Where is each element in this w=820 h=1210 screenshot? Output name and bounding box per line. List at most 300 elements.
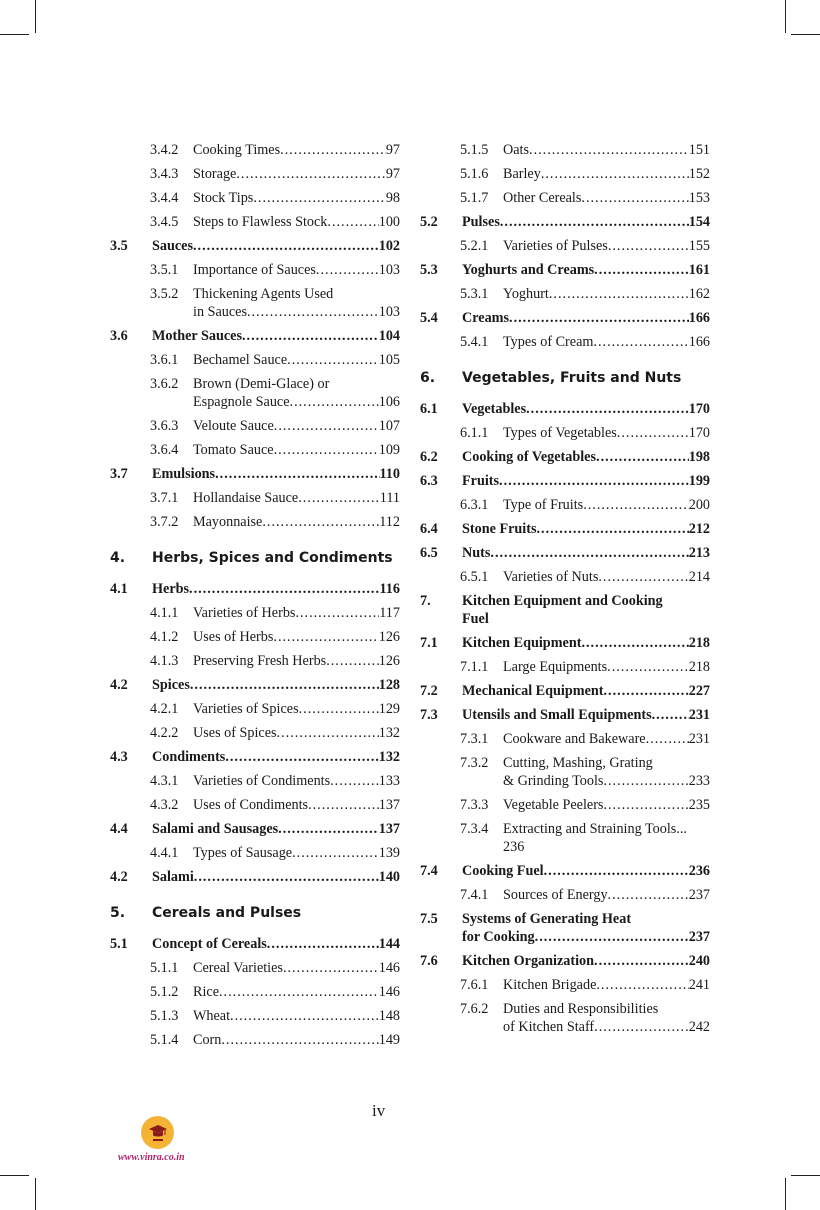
toc-entry-body	[503, 727, 710, 751]
toc-entry-number: 3.7.1	[150, 490, 179, 506]
toc-entry-body	[152, 865, 400, 889]
toc-entry-sub[interactable]	[110, 438, 400, 462]
toc-entry-body	[503, 754, 710, 790]
toc-entry-number: 7.	[420, 593, 431, 609]
toc-entry-page: 112	[379, 514, 400, 530]
toc-entry-body	[152, 462, 400, 486]
toc-entry-page: 199	[688, 473, 710, 489]
toc-entry-title: Varieties of Pulses	[503, 238, 608, 254]
dot-leader	[549, 282, 689, 306]
logo-graduation-cap-icon	[141, 1116, 174, 1149]
toc-entry-sub[interactable]	[110, 348, 400, 372]
toc-entry-sub[interactable]	[110, 649, 400, 673]
toc-entry-sub[interactable]	[420, 727, 710, 751]
toc-entry-line	[193, 438, 400, 462]
toc-entry-line	[503, 1018, 710, 1036]
toc-entry-number: 6.5.1	[460, 569, 489, 585]
dot-leader	[490, 541, 688, 565]
toc-entry-body	[193, 210, 400, 234]
toc-entry-number: 3.6.3	[150, 418, 179, 434]
toc-entry-sub[interactable]	[420, 282, 710, 306]
toc-entry-number: 4.1	[110, 581, 128, 597]
toc-entry-sub[interactable]	[110, 210, 400, 234]
toc-entry-number: 7.3	[420, 707, 438, 723]
toc-entry-section[interactable]	[420, 541, 710, 565]
toc-entry-title: Concept of Cereals	[152, 936, 267, 952]
toc-entry-line	[503, 1000, 710, 1018]
toc-entry-line	[193, 625, 400, 649]
toc-entry-body	[193, 980, 400, 1004]
toc-entry-line	[152, 549, 400, 567]
toc-entry-line	[503, 793, 710, 817]
toc-entry-number: 3.7	[110, 466, 128, 482]
toc-entry-line	[462, 397, 710, 421]
toc-entry-title: Mechanical Equipment	[462, 683, 604, 699]
toc-entry-line	[152, 577, 400, 601]
toc-entry-section[interactable]	[420, 631, 710, 655]
dot-leader	[535, 928, 689, 946]
toc-entry-line	[152, 324, 400, 348]
toc-entry-page: 237	[688, 929, 710, 945]
toc-entry-line	[462, 306, 710, 330]
toc-entry-page: 152	[688, 166, 710, 182]
toc-entry-title: Duties and Responsibilities	[503, 1001, 659, 1017]
toc-entry-sub[interactable]	[110, 414, 400, 438]
toc-entry-number: 7.2	[420, 683, 438, 699]
toc-entry-section[interactable]	[420, 445, 710, 469]
crop-mark	[0, 1175, 29, 1176]
crop-mark	[785, 0, 786, 33]
toc-entry-number: 4.3	[110, 749, 128, 765]
toc-entry-title: Yoghurt	[503, 286, 549, 302]
toc-entry-number: 4.4.1	[150, 845, 179, 861]
dot-leader	[273, 625, 378, 649]
toc-entry-number: 7.3.4	[460, 821, 489, 837]
toc-entry-sub[interactable]	[420, 817, 710, 859]
toc-entry-line	[462, 859, 710, 883]
crop-mark	[0, 34, 29, 35]
toc-entry-number: 3.4.5	[150, 214, 179, 230]
toc-entry-title: Uses of Condiments	[193, 797, 309, 813]
toc-entry-section[interactable]	[420, 949, 710, 973]
dot-leader	[327, 210, 378, 234]
toc-entry-page: 103	[378, 262, 400, 278]
toc-entry-section[interactable]	[420, 859, 710, 883]
toc-entry-number: 5.	[110, 905, 126, 921]
toc-entry-line	[152, 673, 400, 697]
toc-entry-sub[interactable]	[110, 625, 400, 649]
toc-entry-line	[152, 234, 400, 258]
toc-entry-sub[interactable]	[110, 956, 400, 980]
toc-entry-title: Brown (Demi-Glace) or	[193, 376, 330, 392]
toc-entry-page: 126	[378, 653, 400, 669]
toc-entry-title: Varieties of Nuts	[503, 569, 599, 585]
dot-leader	[646, 727, 689, 751]
toc-entry-title: Yoghurts and Creams	[462, 262, 595, 278]
toc-entry-sub[interactable]	[420, 493, 710, 517]
toc-entry-number: 5.3.1	[460, 286, 489, 302]
toc-entry-section[interactable]	[420, 907, 710, 949]
toc-entry-title: Kitchen Equipment	[462, 635, 582, 651]
toc-entry-chapter[interactable]	[420, 366, 710, 390]
dot-leader	[509, 306, 689, 330]
toc-entry-section[interactable]	[420, 258, 710, 282]
toc-entry-number: 4.2.2	[150, 725, 179, 741]
toc-entry-title: Varieties of Spices	[193, 701, 299, 717]
toc-entry-page: 166	[688, 334, 710, 350]
toc-entry-line	[193, 162, 400, 186]
toc-entry-sub[interactable]	[110, 721, 400, 745]
toc-entry-sub[interactable]	[420, 655, 710, 679]
toc-entry-body	[152, 745, 400, 769]
toc-entry-number: 3.6	[110, 328, 128, 344]
toc-entry-title: Rice	[193, 984, 219, 1000]
toc-entry-sub[interactable]	[110, 980, 400, 1004]
toc-entry-body	[193, 769, 400, 793]
crop-mark	[35, 1178, 36, 1210]
toc-entry-body	[462, 703, 710, 727]
toc-entry-page: 213	[688, 545, 710, 561]
toc-entry-number: 7.4.1	[460, 887, 489, 903]
toc-entry-chapter[interactable]	[110, 546, 400, 570]
toc-entry-line	[193, 956, 400, 980]
toc-entry-sub[interactable]	[110, 841, 400, 865]
toc-entry-section[interactable]	[420, 679, 710, 703]
dot-leader	[193, 234, 379, 258]
toc-entry-page: 214	[688, 569, 710, 585]
toc-entry-section[interactable]	[420, 517, 710, 541]
toc-entry-page: 218	[688, 659, 710, 675]
toc-entry-title-cont: in Sauces	[193, 304, 247, 320]
dot-leader	[274, 414, 379, 438]
toc-entry-body	[193, 1004, 400, 1028]
toc-entry-section[interactable]	[110, 462, 400, 486]
toc-entry-sub[interactable]	[110, 697, 400, 721]
toc-entry-body	[503, 186, 710, 210]
toc-entry-number: 5.1.7	[460, 190, 489, 206]
toc-entry-line	[152, 817, 400, 841]
toc-entry-title: Nuts	[462, 545, 491, 561]
toc-entry-body	[152, 324, 400, 348]
toc-entry-line	[462, 517, 710, 541]
toc-entry-line	[152, 462, 400, 486]
toc-entry-number: 6.5	[420, 545, 438, 561]
toc-entry-section[interactable]	[110, 577, 400, 601]
toc-entry-number: 4.3.1	[150, 773, 179, 789]
toc-entry-line	[503, 282, 710, 306]
toc-entry-line	[462, 592, 710, 610]
toc-entry-body	[193, 348, 400, 372]
toc-entry-body	[462, 445, 710, 469]
toc-entry-number: 3.4.4	[150, 190, 179, 206]
toc-entry-sub[interactable]	[420, 162, 710, 186]
toc-entry-body	[193, 793, 400, 817]
toc-entry-number: 3.6.4	[150, 442, 179, 458]
toc-entry-page: 111	[379, 490, 400, 506]
toc-entry-page: 144	[378, 936, 400, 952]
toc-entry-sub[interactable]	[110, 769, 400, 793]
toc-entry-sub[interactable]	[110, 601, 400, 625]
toc-entry-line	[193, 285, 400, 303]
toc-entry-line	[503, 330, 710, 354]
toc-entry-number: 4.1.3	[150, 653, 179, 669]
toc-entry-title: Cooking of Vegetables	[462, 449, 597, 465]
toc-entry-line	[462, 679, 710, 703]
toc-entry-number: 3.6.2	[150, 376, 179, 392]
toc-entry-title: Vegetable Peelers	[503, 797, 604, 813]
dot-leader	[603, 772, 688, 790]
toc-entry-sub[interactable]	[420, 793, 710, 817]
toc-entry-number: 5.1.3	[150, 1008, 179, 1024]
toc-entry-sub[interactable]	[420, 330, 710, 354]
toc-entry-title: Preserving Fresh Herbs	[193, 653, 327, 669]
toc-entry-body	[152, 904, 400, 922]
toc-entry-line	[193, 1004, 400, 1028]
toc-entry-title: Tomato Sauce	[193, 442, 274, 458]
toc-entry-page: 110	[379, 466, 400, 482]
toc-left-column	[110, 138, 400, 1052]
dot-leader	[283, 956, 379, 980]
toc-entry-sub[interactable]	[420, 751, 710, 793]
toc-entry-title: Wheat	[193, 1008, 231, 1024]
toc-entry-number: 7.3.3	[460, 797, 489, 813]
dot-leader	[298, 486, 380, 510]
toc-entry-section[interactable]	[420, 469, 710, 493]
toc-entry-number: 6.1.1	[460, 425, 489, 441]
toc-entry-number: 3.4.2	[150, 142, 179, 158]
toc-entry-title: Cooking Times	[193, 142, 281, 158]
toc-entry-line	[193, 186, 400, 210]
toc-entry-title: Fruits	[462, 473, 500, 489]
toc-entry-sub[interactable]	[420, 997, 710, 1039]
toc-entry-page: 198	[688, 449, 710, 465]
dot-leader	[267, 932, 379, 956]
toc-entry-number: 5.1.1	[150, 960, 179, 976]
toc-entry-section[interactable]	[420, 210, 710, 234]
toc-entry-page: 218	[688, 635, 710, 651]
toc-entry-sub[interactable]	[420, 973, 710, 997]
toc-entry-body	[462, 469, 710, 493]
toc-entry-page: 140	[378, 869, 400, 885]
toc-entry-sub[interactable]	[110, 372, 400, 414]
toc-entry-page: 155	[688, 238, 710, 254]
toc-entry-sub[interactable]	[420, 565, 710, 589]
dot-leader	[594, 949, 689, 973]
toc-entry-section[interactable]	[420, 397, 710, 421]
dot-leader	[194, 865, 379, 889]
toc-entry-line	[462, 258, 710, 282]
toc-entry-body	[462, 679, 710, 703]
toc-entry-number: 7.6	[420, 953, 438, 969]
dot-leader	[287, 348, 379, 372]
toc-entry-line	[462, 469, 710, 493]
toc-entry-title: Types of Vegetables	[503, 425, 617, 441]
toc-entry-sub[interactable]	[110, 138, 400, 162]
toc-entry-page: 161	[688, 262, 710, 278]
toc-entry-section[interactable]	[110, 324, 400, 348]
toc-entry-line	[503, 883, 710, 907]
toc-entry-body	[503, 883, 710, 907]
toc-entry-number: 5.1.2	[150, 984, 179, 1000]
toc-entry-section[interactable]	[110, 932, 400, 956]
dot-leader	[594, 258, 689, 282]
toc-entry-number: 6.1	[420, 401, 438, 417]
toc-entry-section[interactable]	[420, 589, 710, 631]
toc-entry-page: 100	[378, 214, 400, 230]
toc-entry-body	[503, 330, 710, 354]
toc-entry-number: 6.4	[420, 521, 438, 537]
toc-entry-number: 7.1	[420, 635, 438, 651]
toc-entry-title: Pulses	[462, 214, 500, 230]
toc-entry-section[interactable]	[420, 703, 710, 727]
toc-entry-page: 227	[688, 683, 710, 699]
toc-entry-title: Uses of Spices	[193, 725, 277, 741]
toc-entry-title: Steps to Flawless Stock	[193, 214, 328, 230]
toc-entry-section[interactable]	[110, 745, 400, 769]
dot-leader	[225, 745, 378, 769]
toc-entry-body	[503, 820, 710, 856]
toc-entry-number: 7.5	[420, 911, 438, 927]
toc-entry-body	[193, 721, 400, 745]
toc-entry-number: 5.4.1	[460, 334, 489, 350]
toc-entry-number: 6.3.1	[460, 497, 489, 513]
toc-entry-number: 5.3	[420, 262, 438, 278]
toc-entry-number: 4.1.1	[150, 605, 179, 621]
toc-entry-number: 7.3.2	[460, 755, 489, 771]
toc-entry-number: 4.2	[110, 869, 128, 885]
toc-entry-title: Veloute Sauce	[193, 418, 274, 434]
toc-entry-number: 7.3.1	[460, 731, 489, 747]
toc-entry-section[interactable]	[110, 817, 400, 841]
toc-entry-page: 105	[378, 352, 400, 368]
toc-entry-section[interactable]	[110, 865, 400, 889]
toc-entry-body	[462, 541, 710, 565]
toc-entry-sub[interactable]	[110, 282, 400, 324]
toc-entry-page: 231	[688, 731, 710, 747]
toc-entry-body	[503, 1000, 710, 1036]
dot-leader	[536, 517, 688, 541]
toc-entry-body	[152, 549, 400, 567]
toc-entry-page: 107	[378, 418, 400, 434]
dot-leader	[617, 421, 689, 445]
toc-entry-title: Importance of Sauces	[193, 262, 316, 278]
dot-leader	[190, 673, 379, 697]
toc-entry-page: 137	[378, 797, 400, 813]
toc-entry-page: 236	[503, 839, 525, 855]
toc-entry-sub[interactable]	[420, 186, 710, 210]
toc-entry-title: Thickening Agents Used	[193, 286, 334, 302]
toc-entry-line	[503, 655, 710, 679]
toc-entry-number: 5.1	[110, 936, 128, 952]
toc-entry-section[interactable]	[110, 673, 400, 697]
dot-leader	[593, 330, 688, 354]
toc-entry-body	[193, 510, 400, 534]
toc-entry-title: Cooking Fuel	[462, 863, 544, 879]
toc-entry-line	[503, 421, 710, 445]
toc-entry-sub[interactable]	[420, 421, 710, 445]
dot-leader	[500, 210, 689, 234]
toc-entry-sub[interactable]	[110, 1028, 400, 1052]
dot-leader	[242, 324, 379, 348]
toc-entry-number: 3.5.1	[150, 262, 179, 278]
dot-leader	[583, 493, 689, 517]
toc-entry-body	[503, 234, 710, 258]
toc-entry-number: 3.7.2	[150, 514, 179, 530]
toc-entry-sub[interactable]	[110, 258, 400, 282]
dot-leader	[299, 697, 379, 721]
toc-entry-title: Salami and Sausages	[152, 821, 279, 837]
toc-entry-chapter[interactable]	[110, 901, 400, 925]
toc-entry-body	[193, 625, 400, 649]
toc-entry-page: 132	[378, 725, 400, 741]
toc-entry-sub[interactable]	[110, 510, 400, 534]
toc-entry-line	[152, 904, 400, 922]
toc-entry-title: Varieties of Condiments	[193, 773, 331, 789]
toc-entry-line	[152, 865, 400, 889]
toc-entry-page: 212	[688, 521, 710, 537]
toc-entry-page: 237	[688, 887, 710, 903]
dot-leader	[596, 973, 688, 997]
dot-leader	[221, 1028, 378, 1052]
toc-entry-page: 240	[688, 953, 710, 969]
toc-entry-line	[193, 1028, 400, 1052]
toc-entry-line	[193, 601, 400, 625]
toc-entry-body	[462, 631, 710, 655]
toc-entry-body	[193, 258, 400, 282]
toc-entry-title: Spices	[152, 677, 190, 693]
toc-entry-section[interactable]	[110, 234, 400, 258]
toc-entry-line	[503, 493, 710, 517]
dot-leader	[499, 469, 689, 493]
toc-entry-number: 4.3.2	[150, 797, 179, 813]
toc-entry-title: Vegetables	[462, 401, 527, 417]
toc-entry-sub[interactable]	[110, 1004, 400, 1028]
toc-entry-number: 5.2.1	[460, 238, 489, 254]
toc-entry-sub[interactable]	[420, 234, 710, 258]
toc-entry-body	[462, 949, 710, 973]
toc-entry-page: 242	[688, 1019, 710, 1035]
dot-leader	[529, 138, 689, 162]
logo-website-text[interactable]: www.vinra.co.in	[118, 1152, 185, 1163]
toc-entry-sub[interactable]	[110, 186, 400, 210]
toc-entry-page: 200	[688, 497, 710, 513]
toc-entry-section[interactable]	[420, 306, 710, 330]
toc-entry-page: 102	[378, 238, 400, 254]
toc-entry-sub[interactable]	[110, 162, 400, 186]
toc-entry-body	[193, 138, 400, 162]
toc-entry-line	[503, 565, 710, 589]
toc-entry-title-cont: for Cooking	[462, 929, 535, 945]
toc-entry-sub[interactable]	[110, 793, 400, 817]
toc-entry-sub[interactable]	[420, 138, 710, 162]
dot-leader	[262, 510, 379, 534]
dot-leader	[541, 162, 689, 186]
toc-entry-number: 7.6.2	[460, 1001, 489, 1017]
toc-entry-sub[interactable]	[110, 486, 400, 510]
toc-entry-title: Utensils and Small Equipments	[462, 707, 652, 723]
toc-entry-sub[interactable]	[420, 883, 710, 907]
toc-entry-body	[193, 1028, 400, 1052]
toc-entry-body	[503, 655, 710, 679]
toc-entry-number: 3.4.3	[150, 166, 179, 182]
crop-mark	[35, 0, 36, 33]
toc-entry-body	[503, 282, 710, 306]
toc-entry-page: 103	[378, 304, 400, 320]
toc-entry-line	[193, 980, 400, 1004]
toc-entry-title: Storage	[193, 166, 237, 182]
dot-leader	[236, 162, 385, 186]
toc-entry-body	[152, 577, 400, 601]
